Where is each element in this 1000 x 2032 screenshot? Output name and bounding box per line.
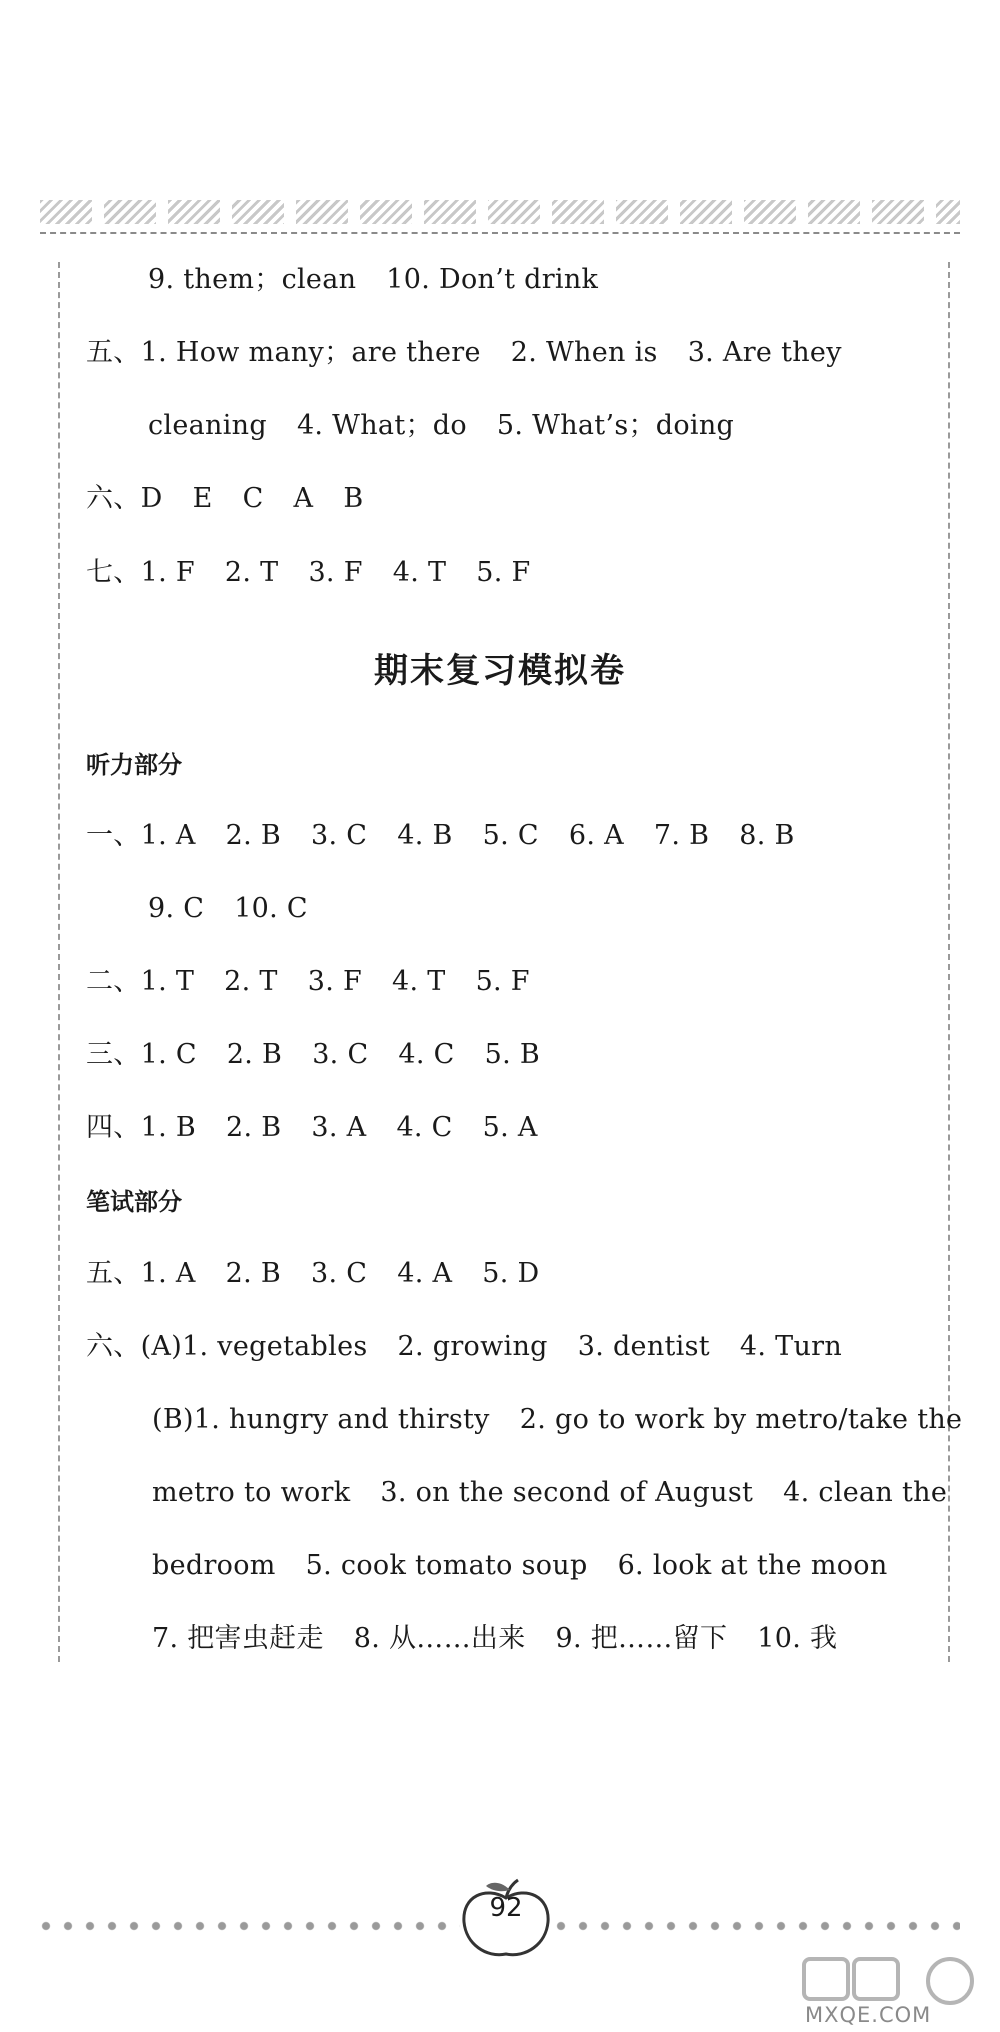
answer-line	[86, 1110, 538, 1146]
answer-item: 2. growing	[397, 1331, 548, 1362]
answer-item: 3. C	[311, 1258, 368, 1289]
answer-item: 五、1. How many；are there	[86, 337, 481, 368]
right-margin-rule	[948, 262, 950, 1662]
answer-item: 5. cook tomato soup	[305, 1550, 588, 1581]
answer-item: 2. go to work by metro/take the	[519, 1404, 963, 1435]
answer-item: 4. Turn	[739, 1331, 843, 1362]
answer-line	[152, 1475, 947, 1511]
answer-item: cleaning	[148, 410, 267, 441]
answer-line	[86, 335, 842, 371]
bottom-dots-left	[40, 1920, 460, 1932]
answer-item: 2. T	[224, 966, 278, 997]
answer-item: 4. A	[397, 1258, 453, 1289]
answer-item: 5. A	[482, 1112, 538, 1143]
answer-item: C	[242, 483, 264, 514]
answer-item: 一、1. A	[86, 820, 196, 851]
answer-item: 4. T	[392, 966, 446, 997]
answer-line	[152, 1621, 837, 1657]
answer-item: A	[293, 483, 314, 514]
answer-line	[152, 1402, 962, 1438]
answer-item: 10. C	[234, 893, 308, 924]
answer-item: 5. What’s；doing	[496, 410, 735, 441]
bottom-dots-right	[555, 1920, 960, 1932]
answer-item: 7. B	[653, 820, 710, 851]
top-decorative-band	[40, 200, 960, 224]
answer-line	[86, 818, 795, 854]
page-title: 期末复习模拟卷	[374, 651, 626, 691]
answer-item: B	[343, 483, 364, 514]
answer-line	[86, 964, 530, 1000]
answer-item: 六、(A)1. vegetables	[86, 1331, 368, 1362]
answer-item: 9. them；clean	[148, 264, 357, 295]
answer-item: 6. look at the moon	[617, 1550, 888, 1581]
answer-item: E	[192, 483, 213, 514]
answer-item: 七、1. F	[86, 557, 195, 588]
answer-item: 7. 把害虫赶走	[152, 1623, 324, 1654]
answer-item: 五、1. A	[86, 1258, 196, 1289]
answer-item: 9. C	[148, 893, 205, 924]
answer-item: 5. F	[476, 557, 531, 588]
answer-item: 四、1. B	[86, 1112, 196, 1143]
answer-line	[86, 555, 531, 591]
answer-item: 3. on the second of August	[380, 1477, 754, 1508]
top-dashed-rule	[40, 232, 960, 234]
answer-item: 3. C	[311, 820, 368, 851]
page-number: 92	[489, 1893, 523, 1923]
answer-item: 5. B	[484, 1039, 540, 1070]
answer-item: (B)1. hungry and thirsty	[152, 1404, 490, 1435]
answer-item: 5. D	[482, 1258, 540, 1289]
answer-item: 2. B	[225, 1258, 282, 1289]
answer-item: 10. 我	[757, 1623, 838, 1654]
answer-line	[152, 1548, 888, 1584]
answer-line	[148, 891, 308, 927]
answer-item: 2. B	[225, 820, 282, 851]
answer-item: 6. A	[568, 820, 624, 851]
answer-line	[86, 481, 364, 517]
answer-line	[148, 408, 734, 444]
answer-item: metro to work	[152, 1477, 351, 1508]
section-written-title: 笔试部分	[86, 1188, 182, 1216]
answer-line	[86, 1256, 540, 1292]
left-margin-rule	[58, 262, 60, 1662]
section-listening-title: 听力部分	[86, 751, 182, 779]
answer-item: 3. F	[307, 966, 362, 997]
answer-line	[86, 1037, 540, 1073]
answer-line	[148, 262, 598, 298]
answer-item: 2. B	[226, 1039, 283, 1070]
answer-item: 3. F	[308, 557, 363, 588]
answer-item: 8. 从……出来	[353, 1623, 526, 1654]
answer-item: 3. Are they	[687, 337, 842, 368]
answer-item: 8. B	[739, 820, 795, 851]
answer-item: 4. clean the	[783, 1477, 948, 1508]
answer-item: 3. C	[312, 1039, 369, 1070]
answer-item: 5. F	[475, 966, 530, 997]
answer-item: 4. What；do	[296, 410, 467, 441]
answer-item: 3. A	[311, 1112, 367, 1143]
answer-item: 2. B	[226, 1112, 282, 1143]
answer-item: 10. Don’t drink	[386, 264, 599, 295]
answer-item: 三、1. C	[86, 1039, 197, 1070]
answer-item: 5. C	[482, 820, 539, 851]
answer-item: 3. dentist	[577, 1331, 710, 1362]
answer-item: 六、D	[86, 483, 163, 514]
answer-item: bedroom	[152, 1550, 276, 1581]
answer-item: 2. When is	[510, 337, 658, 368]
answer-item: 9. 把……留下	[555, 1623, 728, 1654]
watermark-text: MXQE.COM	[805, 2003, 932, 2027]
answer-item: 2. T	[224, 557, 279, 588]
answer-item: 4. C	[398, 1039, 455, 1070]
answer-item: 二、1. T	[86, 966, 195, 997]
answer-item: 4. C	[396, 1112, 453, 1143]
answer-item: 4. T	[392, 557, 447, 588]
answer-item: 4. B	[397, 820, 453, 851]
answer-line	[86, 1329, 842, 1365]
